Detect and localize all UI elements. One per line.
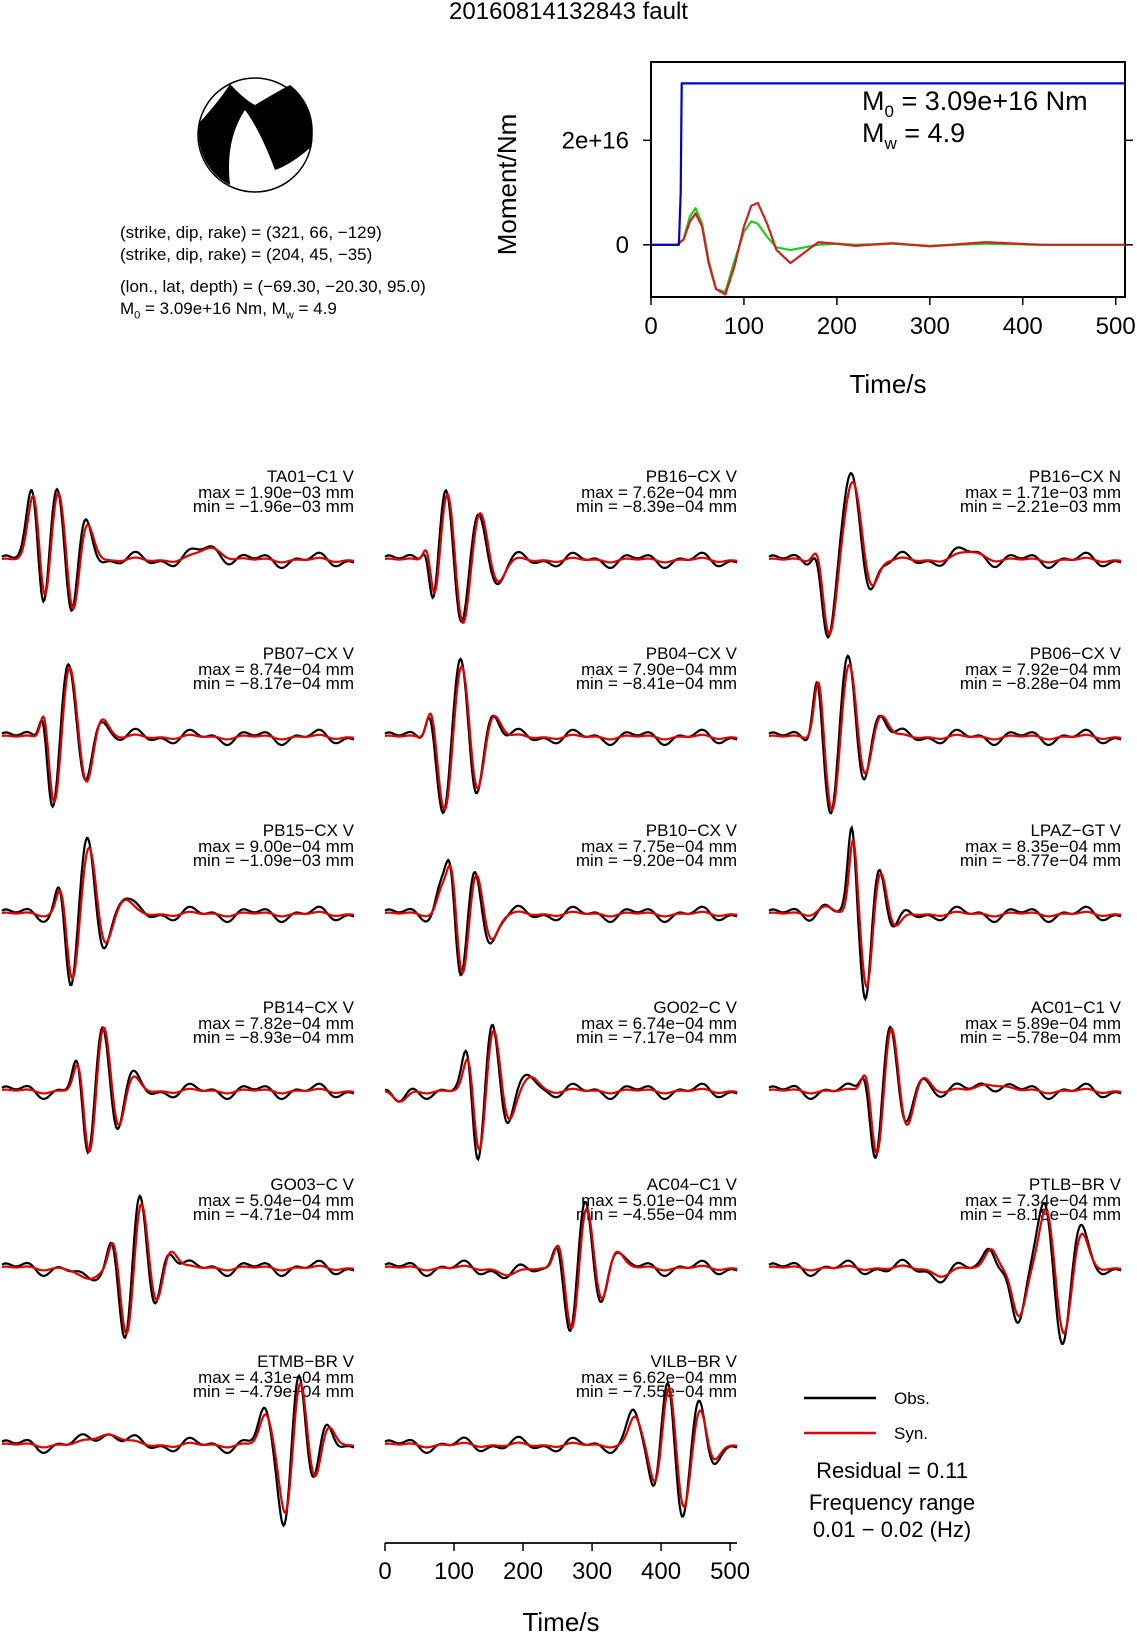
y-axis-label: Moment/Nm bbox=[492, 113, 522, 256]
station-name: LPAZ−GT V bbox=[1030, 821, 1121, 840]
station-name: PB15−CX V bbox=[262, 821, 354, 840]
time-axis-tick-label: 100 bbox=[433, 1558, 475, 1585]
station-max: max = 4.31e−04 mm bbox=[198, 1368, 354, 1387]
station-max: max = 6.62e−04 mm bbox=[581, 1368, 737, 1387]
station-name: VILB−BR V bbox=[650, 1352, 737, 1371]
y-tick-label: 2e+16 bbox=[561, 127, 629, 155]
station-panel bbox=[2, 1352, 355, 1526]
station-name: AC04−C1 V bbox=[646, 1175, 737, 1194]
station-panel bbox=[2, 1175, 355, 1338]
station-max: max = 9.00e−04 mm bbox=[198, 837, 354, 856]
y-tick-label: 0 bbox=[615, 231, 629, 259]
synthetic-trace bbox=[385, 866, 737, 973]
station-min: min = −8.28e−04 mm bbox=[959, 674, 1121, 693]
residual-label: Residual = 0.11 bbox=[816, 1458, 968, 1483]
x-tick-label: 300 bbox=[909, 313, 950, 340]
location-depth: (lon., lat, depth) = (−69.30, −20.30, 95.0) bbox=[120, 277, 426, 296]
station-panel bbox=[2, 998, 355, 1153]
frequency-range-label: Frequency range bbox=[808, 1490, 976, 1515]
nodal-plane-2: (strike, dip, rake) = (204, 45, −35) bbox=[120, 245, 373, 264]
station-max: max = 6.74e−04 mm bbox=[581, 1014, 737, 1033]
station-max: max = 7.34e−04 mm bbox=[965, 1191, 1121, 1210]
time-axis-label: Time/s bbox=[522, 1607, 600, 1636]
observed-trace bbox=[385, 860, 737, 975]
observed-trace bbox=[385, 1383, 737, 1516]
station-max: max = 1.71e−03 mm bbox=[965, 483, 1121, 502]
station-min: min = −9.20e−04 mm bbox=[575, 851, 737, 870]
station-min: min = −8.17e−04 mm bbox=[192, 674, 354, 693]
station-min: min = −7.17e−04 mm bbox=[575, 1028, 737, 1047]
time-axis-tick-label: 500 bbox=[710, 1558, 751, 1585]
station-name: TA01−C1 V bbox=[266, 467, 354, 486]
station-max: max = 5.89e−04 mm bbox=[965, 1014, 1121, 1033]
station-panel bbox=[385, 1352, 738, 1517]
station-panel bbox=[385, 1175, 738, 1331]
station-name: PB04−CX V bbox=[645, 644, 737, 663]
moment-magnitude-line: $M_0 = 3.09e+16$ Nm, $M_w = 4.9$ bbox=[120, 299, 337, 322]
station-min: min = −8.39e−04 mm bbox=[575, 497, 737, 516]
station-panel bbox=[769, 467, 1121, 637]
station-name: ETMB−BR V bbox=[257, 1352, 354, 1371]
station-name: PB07−CX V bbox=[262, 644, 354, 663]
station-max: max = 7.82e−04 mm bbox=[198, 1014, 354, 1033]
time-axis-tick-label: 400 bbox=[641, 1558, 682, 1585]
station-name: PB14−CX V bbox=[262, 998, 354, 1017]
station-min: min = −1.09e−03 mm bbox=[192, 851, 354, 870]
time-axis-tick-label: 300 bbox=[572, 1558, 613, 1585]
station-min: min = −8.93e−04 mm bbox=[192, 1028, 354, 1047]
moment-rate-green-line bbox=[651, 208, 1125, 292]
station-name: PB16−CX V bbox=[645, 467, 737, 486]
station-name: GO03−C V bbox=[270, 1175, 354, 1194]
x-tick-label: 400 bbox=[1002, 313, 1043, 340]
waveform-panels bbox=[0, 460, 1137, 1636]
legend-syn-label: Syn. bbox=[894, 1424, 929, 1443]
x-axis-label: Time/s bbox=[849, 369, 927, 399]
x-tick-label: 100 bbox=[723, 313, 764, 340]
x-tick-label: 200 bbox=[816, 313, 857, 340]
station-max: max = 7.62e−04 mm bbox=[581, 483, 737, 502]
x-tick-label: 0 bbox=[644, 313, 658, 340]
station-min: min = −8.77e−04 mm bbox=[959, 851, 1121, 870]
station-panel bbox=[385, 821, 738, 975]
time-axis-tick-label: 200 bbox=[503, 1558, 544, 1585]
station-name: PB10−CX V bbox=[645, 821, 737, 840]
station-panel bbox=[2, 821, 355, 985]
station-panel bbox=[769, 1175, 1122, 1344]
moment-rate-chart bbox=[0, 0, 1137, 420]
station-min: min = −4.71e−04 mm bbox=[192, 1205, 354, 1224]
station-panel bbox=[769, 998, 1122, 1158]
station-name: GO02−C V bbox=[653, 998, 737, 1017]
station-max: max = 7.92e−04 mm bbox=[965, 660, 1121, 679]
station-name: PB06−CX V bbox=[1029, 644, 1121, 663]
station-max: max = 8.35e−04 mm bbox=[965, 837, 1121, 856]
station-min: min = −5.78e−04 mm bbox=[959, 1028, 1121, 1047]
station-max: max = 7.90e−04 mm bbox=[581, 660, 737, 679]
page-title: 20160814132843 fault bbox=[449, 0, 688, 25]
station-min: min = −4.55e−04 mm bbox=[575, 1205, 737, 1224]
station-max: max = 5.01e−04 mm bbox=[581, 1191, 737, 1210]
legend-obs-label: Obs. bbox=[894, 1389, 930, 1408]
mw-annotation: $M_w = 4.9$ bbox=[862, 118, 966, 153]
station-name: AC01−C1 V bbox=[1030, 998, 1121, 1017]
station-max: max = 8.74e−04 mm bbox=[198, 660, 354, 679]
station-min: min = −8.41e−04 mm bbox=[575, 674, 737, 693]
station-name: PB16−CX N bbox=[1028, 467, 1121, 486]
station-min: min = −8.18e−04 mm bbox=[959, 1205, 1121, 1224]
station-panel bbox=[769, 821, 1122, 999]
station-panel bbox=[2, 467, 355, 611]
station-panel bbox=[385, 998, 738, 1159]
station-panel bbox=[769, 644, 1122, 813]
station-min: min = −7.55e−04 mm bbox=[575, 1382, 737, 1401]
station-name: PTLB−BR V bbox=[1028, 1175, 1121, 1194]
synthetic-trace bbox=[769, 1210, 1121, 1333]
nodal-plane-1: (strike, dip, rake) = (321, 66, −129) bbox=[120, 223, 382, 242]
moment-rate-red-line bbox=[651, 203, 1125, 294]
time-axis-tick-label: 0 bbox=[378, 1558, 392, 1585]
station-panel bbox=[385, 644, 738, 813]
synthetic-trace bbox=[769, 1029, 1121, 1154]
station-min: min = −4.79e−04 mm bbox=[192, 1382, 354, 1401]
frequency-range-value: 0.01 − 0.02 (Hz) bbox=[812, 1517, 972, 1542]
station-min: min = −1.96e−03 mm bbox=[192, 497, 354, 516]
station-min: min = −2.21e−03 mm bbox=[959, 497, 1121, 516]
x-tick-label: 500 bbox=[1095, 313, 1136, 340]
m0-annotation: $M_0 = 3.09e+16$ Nm bbox=[862, 86, 1088, 121]
station-max: max = 5.04e−04 mm bbox=[198, 1191, 354, 1210]
station-panel bbox=[385, 467, 738, 623]
station-max: max = 7.75e−04 mm bbox=[581, 837, 737, 856]
synthetic-trace bbox=[385, 1031, 737, 1150]
station-max: max = 1.90e−03 mm bbox=[198, 483, 354, 502]
station-panel bbox=[2, 644, 355, 807]
